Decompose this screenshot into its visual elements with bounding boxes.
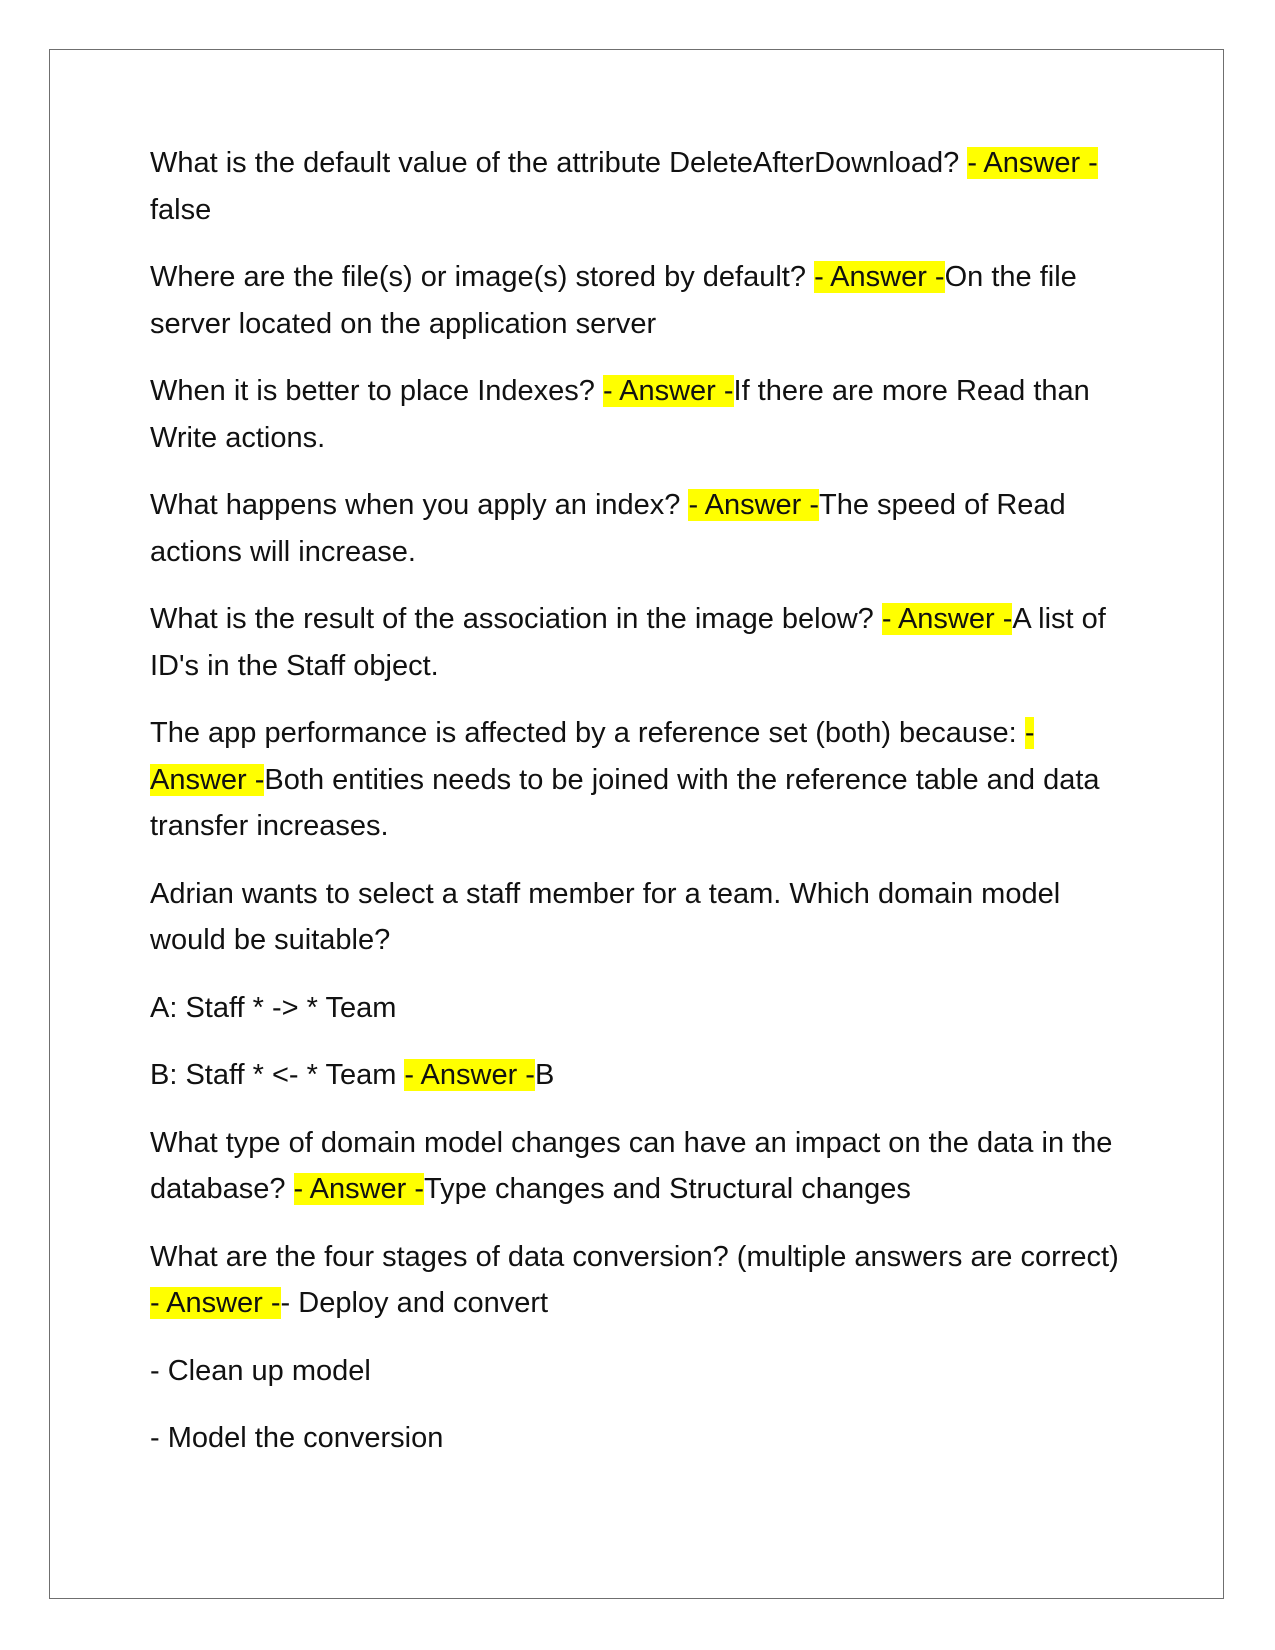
- list-item-text: - Model the conversion: [150, 1422, 444, 1454]
- qa-paragraph-10: [150, 1120, 1130, 1213]
- qa-paragraph-11: [150, 1234, 1130, 1327]
- answer-marker-highlight: - Answer -: [814, 261, 945, 293]
- document-body: [150, 140, 1130, 1483]
- answer-text: false: [150, 193, 212, 226]
- answer-marker-highlight: - Answer -: [150, 717, 1035, 796]
- question-text: When it is better to place Indexes?: [150, 375, 603, 407]
- qa-paragraph-2: [150, 254, 1130, 347]
- list-item-text: - Clean up model: [150, 1354, 371, 1387]
- qa-paragraph-6: [150, 710, 1130, 850]
- answer-text: On the file server located on the application server: [150, 261, 1077, 340]
- question-text: What happens when you apply an index?: [150, 489, 689, 521]
- option-text: A: Staff * -> * Team: [150, 991, 397, 1024]
- option-text: B: Staff * <- * Team: [150, 1059, 405, 1091]
- question-text: What is the default value of the attribute DeleteAfterDownload?: [150, 147, 968, 179]
- qa-paragraph-4: [150, 482, 1130, 575]
- answer-text: Type changes and Structural changes: [424, 1173, 911, 1205]
- question-text: Where are the file(s) or image(s) stored by default?: [150, 261, 815, 293]
- answer-marker-highlight: - Answer -: [150, 1287, 281, 1319]
- answer-text: A list of ID's in the Staff object.: [150, 603, 1106, 682]
- answer-marker-highlight: - Answer -: [967, 147, 1098, 179]
- option-paragraph-a: [150, 985, 1130, 1032]
- answer-marker-highlight: - Answer -: [881, 603, 1013, 635]
- answer-text: B: [534, 1059, 555, 1091]
- question-text: The app performance is affected by a reference set (both) because:: [150, 717, 1025, 749]
- question-text: What are the four stages of data conversion? (multiple answers are correct): [150, 1240, 1119, 1273]
- question-text: What is the result of the association in the image below?: [150, 603, 882, 635]
- answer-text: If there are more Read than Write actions.: [150, 375, 1090, 454]
- qa-paragraph-3: [150, 368, 1130, 461]
- answer-marker-highlight: - Answer -: [688, 489, 820, 521]
- list-item-clean-up-model: [150, 1348, 1130, 1395]
- answer-text: - Deploy and convert: [280, 1287, 549, 1319]
- question-text: Adrian wants to select a staff member for a team. Which domain model would be suitable?: [150, 877, 1061, 956]
- list-item-model-the-conversion: [150, 1415, 1130, 1462]
- answer-marker-highlight: - Answer -: [404, 1059, 535, 1091]
- qa-paragraph-5: [150, 596, 1130, 689]
- answer-marker-highlight: - Answer -: [293, 1173, 425, 1205]
- qa-paragraph-option-b: [150, 1052, 1130, 1099]
- answer-text: The speed of Read actions will increase.: [150, 489, 1066, 568]
- question-text: What type of domain model changes can have an impact on the data in the database?: [150, 1126, 1113, 1205]
- answer-text: Both entities needs to be joined with the reference table and data transfer increases.: [150, 763, 1100, 842]
- qa-paragraph-1: [150, 140, 1130, 233]
- answer-marker-highlight: - Answer -: [602, 375, 734, 407]
- question-paragraph-7: [150, 871, 1130, 964]
